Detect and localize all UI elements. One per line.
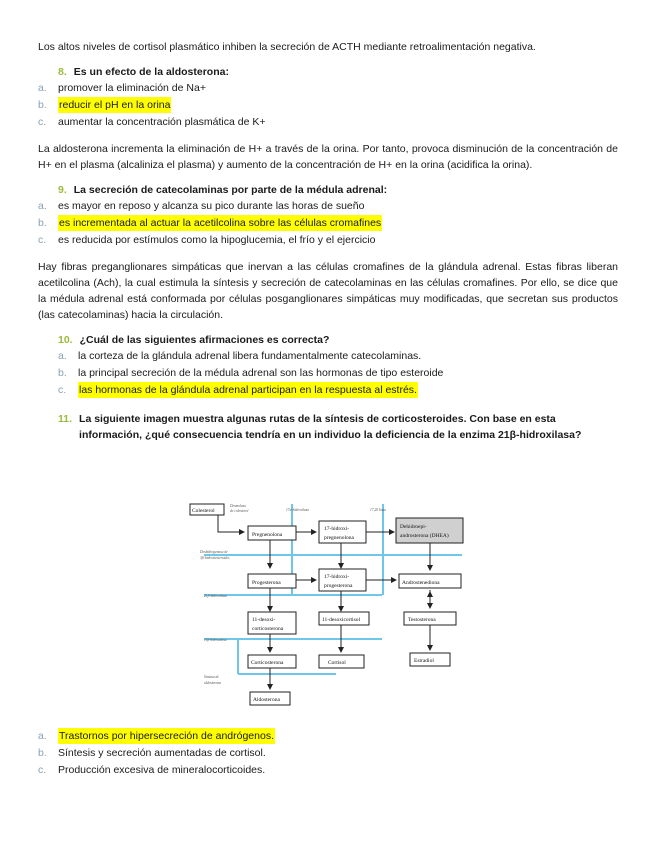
option-text: es mayor en reposo y alcanza su pico durante las horas de sueño bbox=[58, 200, 365, 212]
option-10a bbox=[58, 348, 618, 365]
testosterona-label: Testosterona bbox=[408, 617, 436, 623]
aldosterona-label: Aldosterona bbox=[253, 697, 280, 703]
question-9-text: La secreción de catecolaminas por parte de la médula adrenal: bbox=[73, 184, 388, 196]
option-10b bbox=[58, 365, 618, 382]
highlighted-answer: reducir el pH en la orina bbox=[59, 99, 171, 111]
estradiol-label: Estradiol bbox=[414, 658, 434, 664]
option-9a bbox=[38, 198, 618, 215]
desoxicortisol-label: 11-desoxicortisol bbox=[322, 617, 360, 623]
highlighted-answer: es incrementada al actuar la acetilcolina sobre las células cromafines bbox=[59, 217, 382, 229]
question-11-text: La siguiente imagen muestra algunas rutas de la síntesis de corticosteroides. Con base en esta información, ¿qué consecuencia tendría en un individuo la deficiencia de la enzima 21β-hidroxilasa? bbox=[79, 413, 582, 441]
highlighted-answer: Trastornos por hipersecreción de andrógenos. bbox=[59, 730, 274, 742]
question-8 bbox=[38, 64, 618, 80]
option-letter: a. bbox=[38, 730, 47, 742]
question-8-text: Es un efecto de la aldosterona: bbox=[73, 66, 229, 78]
q9-explanation: Hay fibras preganglionares simpáticas que inervan a las células cromafines de la glándula adrenal. Estas fibras liberan acetilcolina (Ach), la cual estimula la síntesis y secreción de catecolaminas en las células cromafines. Por ello, se dice que la médula adrenal está conformada por células posganglionares simpáticas muy modificadas, que secretan sus productos (las catecolaminas) hacia la circulación. bbox=[38, 261, 618, 321]
desoxicorticosterona-label-2: corticosterona bbox=[252, 626, 284, 632]
option-letter: c. bbox=[58, 384, 67, 396]
desmolasa-label-1: Desmolasa bbox=[230, 504, 246, 508]
intro-paragraph: Los altos niveles de cortisol plasmático inhiben la secreción de ACTH mediante retroalimentación negativa. bbox=[38, 41, 536, 53]
option-11a bbox=[38, 728, 618, 745]
option-letter: c. bbox=[38, 764, 47, 776]
option-11c bbox=[38, 762, 618, 779]
question-10-text: ¿Cuál de las siguientes afirmaciones es correcta? bbox=[79, 334, 330, 346]
dhea-label-2: androsterona (DHEA) bbox=[400, 533, 449, 539]
option-letter: a. bbox=[58, 350, 67, 362]
option-8b bbox=[38, 97, 618, 114]
option-text: Síntesis y secreción aumentadas de cortisol. bbox=[58, 747, 266, 759]
corticosterona-label: Corticosterona bbox=[251, 660, 284, 666]
hidroxiprogesterona-label-1: 17-hidroxi- bbox=[324, 574, 350, 580]
liasa-1720-label: 17,20 liasa bbox=[370, 508, 386, 512]
option-8a bbox=[38, 80, 618, 97]
question-10-heading bbox=[58, 332, 618, 348]
deshidrogenasa-label-1: Deshidrogenasa de bbox=[200, 550, 228, 554]
option-9b bbox=[38, 215, 618, 232]
androstenediona-label: Androstenediona bbox=[402, 580, 440, 586]
hidroxilasa-11-label: 11β-hidroxilasa bbox=[204, 638, 227, 642]
hidroxilasa-17-label: 17α-hidroxilasa bbox=[286, 508, 309, 512]
option-text: es reducida por estímulos como la hipoglucemia, el frío y el ejercicio bbox=[58, 234, 376, 246]
hidroxilasa-21-label: 21β-hidroxilasa bbox=[204, 594, 227, 598]
option-letter: b. bbox=[38, 99, 47, 111]
sintasa-label-2: aldosterona bbox=[204, 681, 222, 685]
hidroxipregnenolona-label-2: pregnenolona bbox=[324, 535, 354, 541]
deshidrogenasa-label-2: 3β-hidroxiesteroides bbox=[200, 556, 230, 560]
desmolasa-label-2: de colesterol bbox=[230, 509, 249, 513]
q8-explanation: La aldosterona incrementa la eliminación de H+ a través de la orina. Por tanto, provoca disminución de la concentración de H+ en el plasma (alcaliniza el plasma) y aumento de la concentración de H+ en la orina (acidifica la orina). bbox=[38, 143, 618, 171]
document-page bbox=[38, 36, 618, 443]
question-8-heading bbox=[58, 64, 618, 80]
question-8-options bbox=[38, 80, 618, 131]
option-text: la corteza de la glándula adrenal libera fundamentalmente catecolaminas. bbox=[78, 350, 422, 362]
highlighted-answer: las hormonas de la glándula adrenal participan en la respuesta al estrés. bbox=[79, 384, 417, 396]
option-text: promover la eliminación de Na+ bbox=[58, 82, 206, 94]
option-letter: c. bbox=[38, 116, 47, 128]
option-8c bbox=[38, 114, 618, 131]
option-letter: b. bbox=[58, 367, 67, 379]
question-10-number: 10. bbox=[58, 334, 73, 346]
question-11-heading bbox=[58, 411, 618, 443]
cortisol-label: Cortisol bbox=[328, 660, 346, 666]
option-letter: c. bbox=[38, 234, 47, 246]
corticosteroid-pathway-diagram bbox=[186, 499, 470, 711]
question-10 bbox=[38, 332, 618, 399]
question-8-number: 8. bbox=[58, 66, 67, 78]
colesterol-label: Colesterol bbox=[192, 508, 215, 514]
question-9-heading bbox=[58, 182, 618, 198]
option-letter: a. bbox=[38, 82, 47, 94]
option-text: la principal secreción de la médula adrenal son las hormonas de tipo esteroide bbox=[78, 367, 444, 379]
question-9 bbox=[38, 182, 618, 198]
progesterona-label: Progesterona bbox=[252, 580, 281, 586]
question-11-options bbox=[38, 728, 618, 779]
option-text: aumentar la concentración plasmática de K+ bbox=[58, 116, 266, 128]
hidroxipregnenolona-label-1: 17-hidroxi- bbox=[324, 526, 350, 532]
question-11-number: 11. bbox=[58, 413, 73, 425]
question-9-number: 9. bbox=[58, 184, 67, 196]
question-11 bbox=[38, 411, 618, 443]
sintasa-label-1: Sintasa de bbox=[204, 675, 219, 679]
desoxicorticosterona-label-1: 11-desoxi- bbox=[252, 617, 276, 623]
hidroxiprogesterona-label-2: progesterona bbox=[324, 583, 353, 589]
option-11b bbox=[38, 745, 618, 762]
option-text: Producción excesiva de mineralocorticoides. bbox=[58, 764, 266, 776]
option-letter: b. bbox=[38, 747, 47, 759]
dhea-label-1: Dehidroepi- bbox=[400, 524, 427, 530]
option-letter: a. bbox=[38, 200, 47, 212]
option-letter: b. bbox=[38, 217, 47, 229]
question-9-options bbox=[38, 198, 618, 249]
pregnenolona-label: Pregnenolona bbox=[252, 532, 283, 538]
option-10c bbox=[58, 382, 618, 399]
option-9c bbox=[38, 232, 618, 249]
